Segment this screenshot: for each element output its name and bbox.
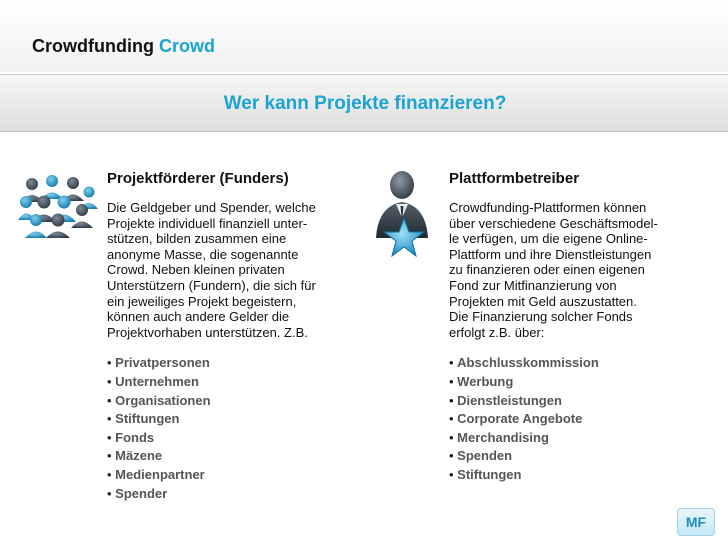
list-item: • Corporate Angebote <box>449 410 689 429</box>
businessman-star-icon <box>372 166 434 270</box>
section-title <box>0 93 728 115</box>
funders-list <box>107 354 347 503</box>
title-main: Crowdfunding <box>32 36 154 56</box>
list-item: • Stiftungen <box>449 466 689 485</box>
list-item: • Spender <box>107 485 347 504</box>
list-item: • Mäzene <box>107 447 347 466</box>
section-title-text: Wer kann Projekte finanzieren? <box>223 93 507 114</box>
funders-column <box>107 170 347 503</box>
list-item: • Fonds <box>107 429 347 448</box>
title-accent: Crowd <box>158 36 215 56</box>
header-bar <box>0 0 728 72</box>
list-item: • Stiftungen <box>107 410 347 429</box>
crowd-people-icon <box>18 172 98 238</box>
list-item: • Spenden <box>449 447 689 466</box>
list-item: • Merchandising <box>449 429 689 448</box>
mf-logo-badge: MF <box>677 508 715 536</box>
list-item: • Medienpartner <box>107 466 347 485</box>
list-item: • Werbung <box>449 373 689 392</box>
list-item: • Unternehmen <box>107 373 347 392</box>
list-item: • Organisationen <box>107 392 347 411</box>
platform-heading: Plattformbetreiber <box>449 170 580 187</box>
platform-column <box>449 170 689 485</box>
section-banner <box>0 74 728 132</box>
list-item: • Dienstleistungen <box>449 392 689 411</box>
platform-list <box>449 354 689 484</box>
funders-heading: Projektförderer (Funders) <box>107 170 289 187</box>
list-item: • Privatpersonen <box>107 354 347 373</box>
platform-description: Crowdfunding-Plattformen können über verschiedene Geschäftsmodel- le verfügen, um die eigene Online- Plattform und ihre Dienstleistungen zu finanzieren oder einen eigenen Fond zur Mitfinanzierung von Projekten mit Geld auszustatten. Die Finanzierung solcher Fonds erfolgt z.B. über: <box>449 200 658 340</box>
list-item: • Abschlusskommission <box>449 354 689 373</box>
funders-description: Die Geldgeber und Spender, welche Projekte individuell finanziell unter- stützen, bilden zusammen eine anonyme Masse, die sogenannte Crowd. Neben kleinen privaten Unterstützern (Fundern), die sich für ein jeweiliges Projekt begeistern, können auch andere Gelder die Projektvorhaben unterstützen. Z.B. <box>107 200 316 340</box>
page-title <box>32 36 215 57</box>
